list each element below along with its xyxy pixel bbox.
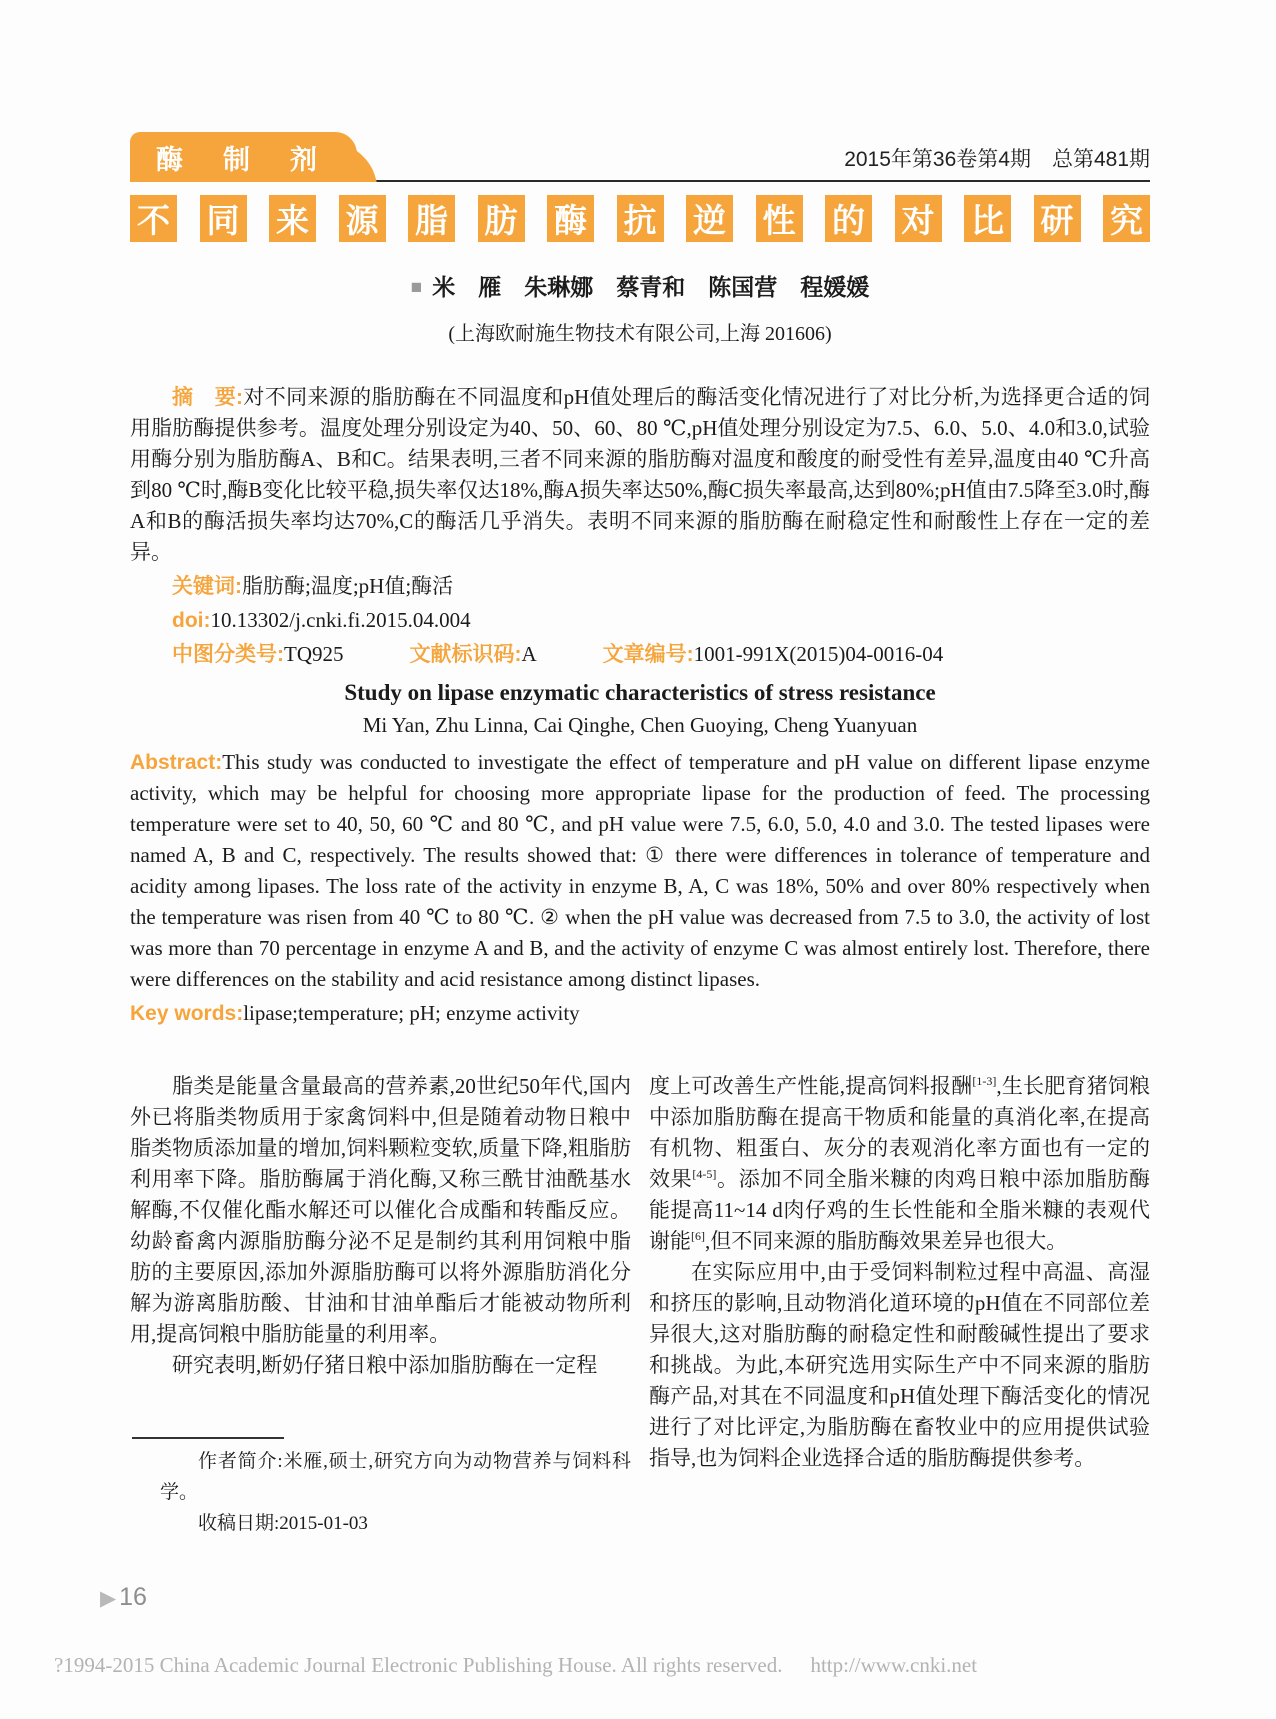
body-columns xyxy=(130,1071,1150,1539)
title-char-block: 抗 xyxy=(617,195,664,242)
doi-line xyxy=(130,605,1150,636)
affiliation: (上海欧耐施生物技术有限公司,上海 201606) xyxy=(448,323,832,345)
article-title xyxy=(130,195,1150,242)
title-char-block: 来 xyxy=(269,195,316,242)
left-column xyxy=(130,1071,631,1539)
citation-ref: [4-5] xyxy=(692,1167,717,1181)
clc-group xyxy=(172,642,344,666)
cn-keywords-line xyxy=(130,571,1150,602)
header-rule xyxy=(357,180,1150,182)
footnote xyxy=(130,1437,631,1539)
page-header xyxy=(130,0,1150,182)
cn-abstract-label: 摘 要: xyxy=(172,386,244,409)
body-paragraph: 研究表明,断奶仔猪日粮中添加脂肪酶在一定程 xyxy=(172,1353,598,1377)
title-char-block: 肪 xyxy=(478,195,525,242)
title-char-block: 究 xyxy=(1103,195,1150,242)
header-right xyxy=(357,143,1150,182)
cn-abstract-text: 对不同来源的脂肪酶在不同温度和pH值处理后的酶活变化情况进行了对比分析,为选择更合适的饲用脂肪酶提供参考。温度处理分别设定为40、50、60、80 ℃,pH值处理分别设定为7.5、6.0、5.0、4.0和3.0,试验用酶分别为脂肪酶A、B和C。结果表明,三者不同来源的脂肪酶对温度和酸度的耐受性有差异,温度由40 ℃升高到80 ℃时,酶B变化比较平稳,损失率仅达18%,酶A损失率达50%,酶C损失率最高,达到80%;pH值由7.5降至3.0时,酶A和B的酶活损失率均达70%,C的酶活几乎消失。表明不同来源的脂肪酶在耐稳定性和耐酸性上存在一定的差异。 xyxy=(130,385,1150,564)
title-char-block: 不 xyxy=(130,195,177,242)
en-abstract xyxy=(130,747,1150,995)
issue-info: 2015年第36卷第4期 总第481期 xyxy=(844,148,1150,171)
page-number-value: 16 xyxy=(119,1583,147,1611)
title-char-block: 对 xyxy=(895,195,942,242)
doc-code-group xyxy=(410,642,537,666)
title-char-block: 研 xyxy=(1034,195,1081,242)
citation-ref: [6] xyxy=(691,1229,705,1243)
title-char-block: 性 xyxy=(756,195,803,242)
column-tab xyxy=(130,132,357,182)
clc-label: 中图分类号: xyxy=(172,643,284,666)
en-authors: Mi Yan, Zhu Linna, Cai Qinghe, Chen Guoying, Cheng Yuanyuan xyxy=(362,713,918,737)
article-no-value: 1001-991X(2015)04-0016-04 xyxy=(693,642,944,666)
clc-value: TQ925 xyxy=(284,642,344,666)
en-keywords-line xyxy=(130,998,1150,1029)
en-abstract-label: Abstract: xyxy=(130,751,223,774)
en-title: Study on lipase enzymatic characteristics of stress resistance xyxy=(344,680,936,705)
title-char-block: 的 xyxy=(825,195,872,242)
footnote-rule xyxy=(132,1437,284,1439)
title-char-block: 逆 xyxy=(686,195,733,242)
body-paragraph: 在实际应用中,由于受饲料制粒过程中高温、高湿和挤压的影响,且动物消化道环境的pH值在不同部位差异很大,这对脂肪酶的耐稳定性和耐酸碱性提出了要求和挑战。为此,本研究选用实际生产中不同来源的脂肪酶产品,对其在不同温度和pH值处理下酶活变化的情况进行了对比评定,为脂肪酶在畜牧业中的应用提供试验指导,也为饲料企业选择合适的脂肪酶提供参考。 xyxy=(649,1260,1150,1470)
cn-keywords-text: 脂肪酶;温度;pH值;酶活 xyxy=(242,574,454,598)
body-text: 。添加不同全脂米糠的肉鸡日粮中添加脂肪酶能提高11~14 d肉仔鸡的生长性能和全脂米糠的表观代谢能 xyxy=(649,1167,1151,1253)
doi-value: 10.13302/j.cnki.fi.2015.04.004 xyxy=(210,608,471,632)
classification-line xyxy=(130,639,1150,670)
en-keywords-text: lipase;temperature; pH; enzyme activity xyxy=(243,1001,580,1025)
body-paragraph xyxy=(649,1071,1150,1257)
right-column xyxy=(649,1071,1150,1539)
body-text: ,但不同来源的脂肪酶效果差异也很大。 xyxy=(705,1229,1068,1253)
title-char-block: 脂 xyxy=(408,195,455,242)
cnki-url: http://www.cnki.net xyxy=(810,1653,978,1677)
cn-keywords-label: 关键词: xyxy=(172,575,242,598)
author-marker-icon: ■ xyxy=(410,277,423,298)
author-bio: 作者简介:米雁,硕士,研究方向为动物营养与饲料科学。 xyxy=(160,1451,631,1503)
copyright-text: ?1994-2015 China Academic Journal Electronic Publishing House. All rights reserved. xyxy=(54,1653,783,1677)
title-char-block: 同 xyxy=(200,195,247,242)
doc-code-value: A xyxy=(521,642,537,666)
doc-code-label: 文献标识码: xyxy=(409,643,522,666)
article-no-group xyxy=(603,642,944,666)
en-abstract-text: This study was conducted to investigate the effect of temperature and pH value on different lipase enzyme activity, which may be helpful for choosing more appropriate lipase for the production of feed. The processing temperature were set to 40, 50, 60 ℃ and 80 ℃, and pH value were 7.5, 6.0, 5.0, 4.0 and 3.0. The tested lipases were named A, B and C, respectively. The results showed that: ① there were differences in tolerance of temperature and acidity among lipases. The loss rate of the activity in enzyme B, A, C was 18%, 50% and over 80% respectively when the temperature was risen from 40 ℃ to 80 ℃. ② when the pH value was decreased from 7.5 to 3.0, the activity of lost was more than 70 percentage in enzyme A and B, and the activity of enzyme C was almost entirely lost. Therefore, there were differences on the stability and acid resistance among distinct lipases. xyxy=(130,750,1150,991)
article-no-label: 文章编号: xyxy=(602,643,694,666)
doi-label: doi: xyxy=(172,609,211,632)
citation-ref: [1-3] xyxy=(972,1074,997,1088)
title-char-block: 酶 xyxy=(547,195,594,242)
body-text: 度上可改善生产性能,提高饲料报酬 xyxy=(649,1074,973,1098)
byline xyxy=(130,269,1150,302)
copyright-watermark xyxy=(54,1653,977,1678)
body-paragraph: 脂类是能量含量最高的营养素,20世纪50年代,国内外已将脂类物质用于家禽饲料中,但是随着动物日粮中脂类物质添加量的增加,饲料颗粒变软,质量下降,粗脂肪利用率下降。脂肪酶属于消化酶,又称三酰甘油酰基水解酶,不仅催化酯水解还可以催化合成酯和转酯反应。幼龄畜禽内源脂肪酶分泌不足是制约其利用饲粮中脂肪的主要原因,添加外源脂肪酶可以将外源脂肪消化分解为游离脂肪酸、甘油和甘油单酯后才能被动物所利用,提高饲粮中脂肪能量的利用率。 xyxy=(130,1074,631,1346)
title-char-block: 比 xyxy=(964,195,1011,242)
column-tab-label: 酶制剂 xyxy=(156,144,357,175)
page-number xyxy=(100,1583,147,1612)
author-names: 米 雁 朱琳娜 蔡青和 陈国营 程媛媛 xyxy=(432,274,870,300)
body-text: ,生长肥育猪饲粮中添加脂肪酶在提高干物质和能量的真消化率,在提高有机物、粗蛋白、灰分的表观消化率方面也有一定的效果 xyxy=(649,1074,1151,1191)
page-number-arrow-icon: ▶ xyxy=(100,1587,117,1610)
cn-abstract xyxy=(130,382,1150,568)
en-keywords-label: Key words: xyxy=(130,1002,244,1025)
title-char-block: 源 xyxy=(339,195,386,242)
received-date: 收稿日期:2015-01-03 xyxy=(198,1513,368,1534)
